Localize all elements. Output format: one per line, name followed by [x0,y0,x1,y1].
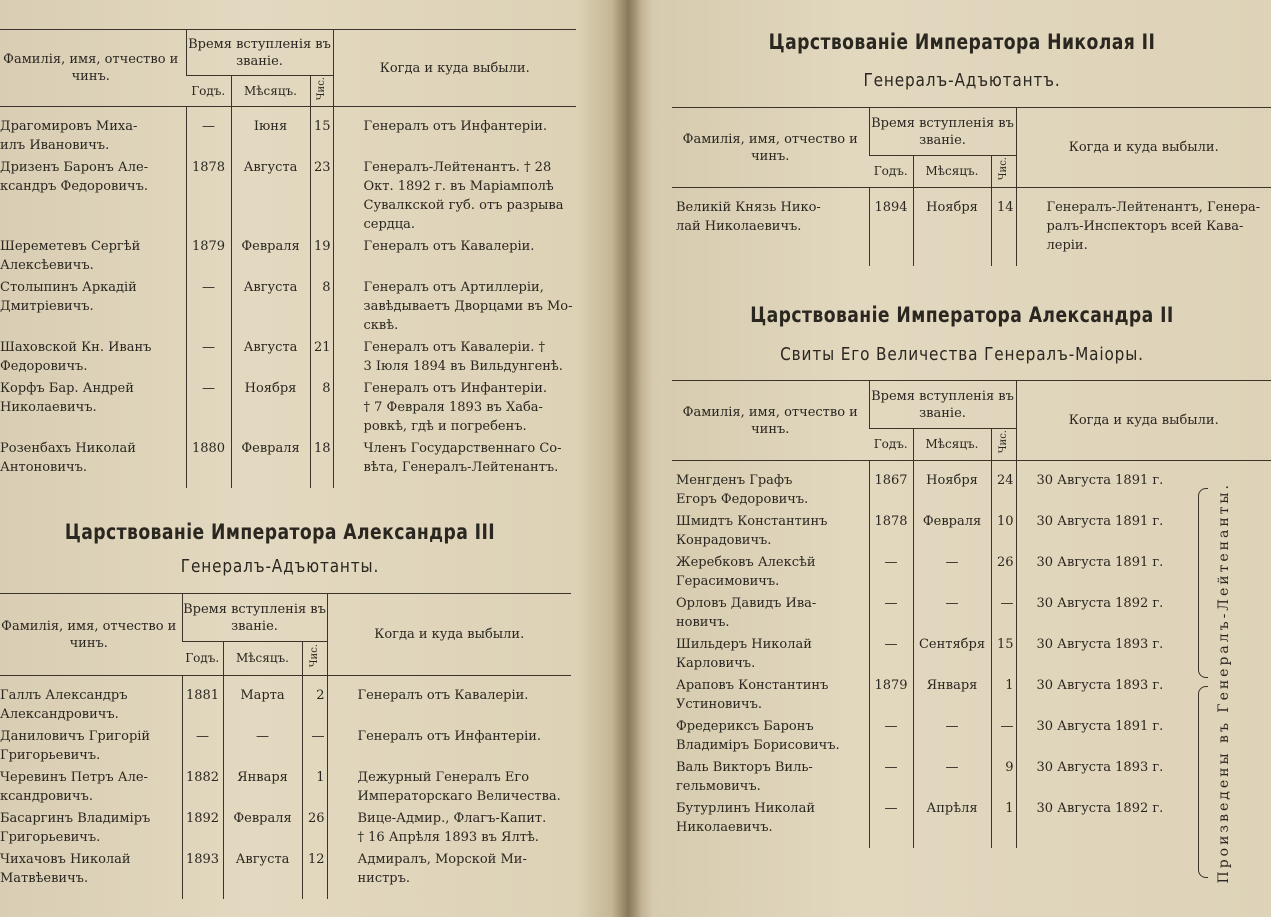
spacer-cell [913,461,991,471]
person-name-line: лай Николаевичъ. [676,218,802,234]
person-name-line: Егоръ Федоровичъ. [676,491,809,507]
table-row [672,512,1271,553]
outcome [333,237,576,278]
entry-day: 1 [991,676,1016,717]
table-row [0,809,571,850]
person-name-line: гельмовичъ. [676,778,761,794]
person-name-line: Даниловичъ Григорій [0,728,151,744]
person-name-line: Бутурлинъ Николай [676,800,815,816]
person-name [0,850,182,891]
entry-year: — [869,758,913,799]
entry-year: 1879 [869,676,913,717]
table-row [0,158,576,237]
spacer-cell [869,461,913,471]
person-name [672,553,869,594]
person-name-line: Валь Викторъ Виль- [676,759,813,775]
entry-month: Марта [223,686,302,727]
entry-day: 12 [302,850,327,891]
header-month: Мѣсяцъ. [223,642,302,676]
person-name-line: Розенбахъ Николай [0,440,136,456]
person-name [0,439,186,480]
entry-year: — [869,594,913,635]
person-name-line: Черевинъ Петръ Але- [0,769,148,785]
entry-year: — [182,727,223,768]
outcome-line: Генералъ отъ Кавалеріи. † [363,339,546,355]
entry-day: 1 [991,799,1016,840]
entry-day: — [302,727,327,768]
entry-day: 8 [310,278,333,338]
person-name [672,758,869,799]
outcome [333,158,576,237]
spacer-row [0,676,571,686]
table-row [0,686,571,727]
outcome [327,727,571,768]
left-table-2 [0,593,571,899]
header-day: Чис. [997,157,1009,181]
table-row [672,553,1271,594]
entry-year: — [186,338,231,379]
entry-month: Сентября [913,635,991,676]
outcome-line: леріи. [1046,237,1088,253]
outcome-line: Генералъ отъ Кавалеріи. [363,238,535,254]
entry-day: 15 [991,635,1016,676]
outcome-line: Адмиралъ, Морской Ми- [357,851,527,867]
spacer-cell [182,676,223,686]
end-cell [182,891,223,899]
outcome-line: Членъ Государственнаго Со- [363,440,562,456]
entry-month: Февраля [913,512,991,553]
entry-day: 24 [991,471,1016,512]
entry-month: — [913,758,991,799]
end-cell [223,891,302,899]
end-cell [869,840,913,848]
header-time: Время вступленія въ званіе. [869,381,1016,429]
end-cell [1016,258,1271,266]
person-name [0,727,182,768]
entry-month: Августа [231,278,310,338]
header-day: Чис. [315,76,327,101]
outcome [333,379,576,439]
entry-year: — [869,717,913,758]
entry-year: 1878 [186,158,231,237]
left-table-1-body [0,107,576,488]
outcome-line: † 7 Февраля 1893 въ Хаба- [363,399,543,415]
person-name-line: Жеребковъ Алексѣй [676,554,816,570]
outcome-line: сердца. [363,216,416,232]
entry-year: 1878 [869,512,913,553]
person-name-line: Николаевичъ. [0,399,97,415]
end-cell [913,258,991,266]
person-name-line: ксандровичъ. [0,788,93,804]
table-row [0,338,576,379]
outcome-line: Генералъ отъ Артиллеріи, [363,279,544,295]
person-name [672,471,869,512]
entry-month: Января [913,676,991,717]
outcome-line: 30 Августа 1893 г. [1036,759,1164,775]
table-row [672,799,1271,840]
spacer-cell [231,107,310,117]
outcome-line: 30 Августа 1892 г. [1036,595,1164,611]
entry-year: — [869,799,913,840]
entry-day: 18 [310,439,333,480]
book-gutter [612,0,642,917]
header-time: Время вступленія въ званіе. [869,108,1016,156]
entry-month: Февраля [231,237,310,278]
entry-day: 23 [310,158,333,237]
entry-month: Августа [223,850,302,891]
entry-year: 1879 [186,237,231,278]
entry-month: Августа [231,338,310,379]
spacer-cell [0,676,182,686]
person-name [672,717,869,758]
page-number-mark [960,0,1010,4]
person-name-line: Великій Князь Нико- [676,199,821,215]
end-cell [991,840,1016,848]
spacer-cell [1016,461,1271,471]
header-name: Фамилія, имя, отчество и чинъ. [672,381,869,461]
outcome [327,768,571,809]
person-name-line: Конрадовичъ. [676,532,772,548]
person-name-line: Карловичъ. [676,655,756,671]
entry-year: — [186,117,231,158]
spacer-cell [186,107,231,117]
outcome [327,809,571,850]
entry-day: 10 [991,512,1016,553]
section-title-alexander-iii: Царствованіе Императора Александра III [64,520,496,544]
entry-month: — [223,727,302,768]
entry-year: — [869,635,913,676]
spacer-cell [869,188,913,198]
table-row [672,198,1271,258]
entry-year: 1882 [182,768,223,809]
table-row [0,379,576,439]
person-name [0,768,182,809]
entry-day: 26 [302,809,327,850]
outcome-line: Генералъ-Лейтенантъ. † 28 [363,159,552,175]
header-outcome: Когда и куда выбыли. [333,30,576,107]
header-year: Годъ. [869,156,913,188]
end-row [672,258,1271,266]
spacer-cell [1016,188,1271,198]
section-subtitle-suite-major-generals: Свиты Его Величества Генералъ-Маіоры. [780,344,1144,365]
entry-month: Февраля [223,809,302,850]
table-row [672,758,1271,799]
left-table-1 [0,29,576,488]
header-time: Время вступленія въ званіе. [186,30,333,76]
entry-day: 15 [310,117,333,158]
person-name-line: новичъ. [676,614,730,630]
outcome-line: 30 Августа 1892 г. [1036,800,1164,816]
entry-month: Ноября [913,198,991,258]
outcome [1016,198,1271,258]
entry-year: — [869,553,913,594]
entry-day: 21 [310,338,333,379]
entry-year: — [186,379,231,439]
person-name [672,676,869,717]
entry-day: 14 [991,198,1016,258]
end-cell [672,840,869,848]
person-name-line: илъ Ивановичъ. [0,137,110,153]
right-table-2-body [672,461,1271,848]
person-name-line: Григорьевичъ. [0,829,101,845]
entry-day: 9 [991,758,1016,799]
outcome [333,439,576,480]
person-name-line: Устиновичъ. [676,696,763,712]
entry-day: — [991,717,1016,758]
group-brace-bottom [1198,686,1208,878]
section-subtitle-adjutant-nicholas: Генералъ-Адъютантъ. [863,70,1061,91]
header-time: Время вступленія въ званіе. [182,594,327,642]
person-name [0,379,186,439]
person-name-line: Орловъ Давидъ Ива- [676,595,817,611]
outcome [327,850,571,891]
entry-year: 1867 [869,471,913,512]
outcome [333,278,576,338]
person-name-line: Николаевичъ. [676,819,773,835]
person-name [672,512,869,553]
end-cell [0,891,182,899]
person-name [672,799,869,840]
table-row [0,439,576,480]
header-year: Годъ. [182,642,223,676]
header-outcome: Когда и куда выбыли. [1016,381,1271,461]
entry-day: 19 [310,237,333,278]
outcome-line: Генералъ отъ Кавалеріи. [357,687,529,703]
right-table-2 [672,380,1271,848]
table-row [0,850,571,891]
person-name-line: Шильдеръ Николай [676,636,812,652]
person-name-line: Шереметевъ Сергѣй [0,238,141,254]
end-cell [327,891,571,899]
entry-day: 2 [302,686,327,727]
outcome-line: Окт. 1892 г. въ Маріамполѣ [363,178,554,194]
outcome-line: 30 Августа 1891 г. [1036,718,1164,734]
outcome-line: завѣдываетъ Дворцами въ Мо- [363,298,573,314]
person-name-line: Дмитріевичъ. [0,298,94,314]
table-row [672,717,1271,758]
header-year: Годъ. [186,76,231,107]
person-name-line: Владиміръ Борисовичъ. [676,737,840,753]
person-name-line: Басаргинъ Владиміръ [0,810,151,826]
header-name: Фамилія, имя, отчество и чинъ. [672,108,869,188]
outcome-line: 30 Августа 1891 г. [1036,513,1164,529]
spacer-cell [672,188,869,198]
outcome-line: 30 Августа 1891 г. [1036,554,1164,570]
entry-month: Ноября [913,471,991,512]
end-row [0,480,576,488]
entry-year: 1893 [182,850,223,891]
outcome-line: Генералъ отъ Инфантеріи. [357,728,542,744]
person-name-line: Фредериксъ Баронъ [676,718,814,734]
header-day: Чис. [997,430,1009,454]
header-name: Фамилія, имя, отчество и чинъ. [0,30,186,107]
entry-year: 1880 [186,439,231,480]
outcome-line: 30 Августа 1891 г. [1036,472,1164,488]
person-name-line: Федоровичъ. [0,358,88,374]
end-cell [869,258,913,266]
end-cell [913,840,991,848]
entry-month: Февраля [231,439,310,480]
side-note-text: Произведены въ Генералъ-Лейтенанты. [1216,482,1232,884]
header-day: Чис. [308,644,320,668]
person-name [0,686,182,727]
end-cell [0,480,186,488]
left-table-2-body [0,676,571,899]
entry-month: Августа [231,158,310,237]
outcome-line: нистръ. [357,870,411,886]
entry-day: 26 [991,553,1016,594]
entry-month: Ноября [231,379,310,439]
header-month: Мѣсяцъ. [913,429,991,461]
table-row [672,635,1271,676]
end-cell [186,480,231,488]
spacer-cell [223,676,302,686]
table-row [0,117,576,158]
entry-year: 1881 [182,686,223,727]
spacer-cell [333,107,576,117]
person-name [0,278,186,338]
person-name-line: Антоновичъ. [0,459,88,475]
outcome-line: Генералъ отъ Инфантеріи. [363,118,548,134]
outcome [333,338,576,379]
person-name [0,809,182,850]
spacer-cell [991,461,1016,471]
person-name-line: Чихачовъ Николай [0,851,131,867]
person-name [0,338,186,379]
person-name-line: Менгденъ Графъ [676,472,793,488]
person-name-line: Александровичъ. [0,706,119,722]
side-note-promoted [1212,482,1236,884]
outcome [327,686,571,727]
outcome-line: † 16 Апрѣля 1893 въ Ялтѣ. [357,829,539,845]
end-cell [310,480,333,488]
person-name [672,198,869,258]
table-row [0,237,576,278]
person-name [0,158,186,237]
entry-year: 1892 [182,809,223,850]
header-year: Годъ. [869,429,913,461]
entry-year: 1894 [869,198,913,258]
entry-month: Апрѣля [913,799,991,840]
end-cell [333,480,576,488]
spacer-cell [302,676,327,686]
outcome-line: Генералъ отъ Инфантеріи. [363,380,548,396]
outcome-line: Вице-Адмир., Флагъ-Капит. [357,810,547,826]
right-table-1 [672,107,1271,266]
end-cell [672,258,869,266]
spacer-cell [327,676,571,686]
spacer-cell [991,188,1016,198]
spacer-row [672,461,1271,471]
end-cell [302,891,327,899]
person-name-line: Григорьевичъ. [0,747,101,763]
person-name-line: ксандръ Федоровичъ. [0,178,148,194]
table-row [0,727,571,768]
spacer-cell [310,107,333,117]
person-name-line: Корфъ Бар. Андрей [0,380,134,396]
outcome-line: сквѣ. [363,317,399,333]
section-title-nicholas-ii: Царствованіе Императора Николая II [768,30,1156,54]
person-name-line: Матвѣевичъ. [0,870,89,886]
header-name: Фамилія, имя, отчество и чинъ. [0,594,182,676]
person-name [672,594,869,635]
group-brace-top [1198,488,1208,678]
spacer-cell [0,107,186,117]
entry-month: — [913,594,991,635]
outcome-line: ровкѣ, гдѣ и погребенъ. [363,418,527,434]
person-name-line: Араповъ Константинъ [676,677,829,693]
person-name-line: Герасимовичъ. [676,573,780,589]
outcome-line: 30 Августа 1893 г. [1036,677,1164,693]
header-outcome: Когда и куда выбыли. [327,594,571,676]
person-name-line: Шаховской Кн. Иванъ [0,339,152,355]
section-title-alexander-ii: Царствованіе Императора Александра II [750,303,1174,327]
entry-year: — [186,278,231,338]
entry-day: — [991,594,1016,635]
outcome [333,117,576,158]
person-name-line: Алексѣевичъ. [0,257,94,273]
spacer-cell [672,461,869,471]
person-name-line: Шмидтъ Константинъ [676,513,828,529]
right-table-1-body [672,188,1271,266]
spacer-row [0,107,576,117]
person-name-line: Столыпинъ Аркадій [0,279,137,295]
entry-month: Іюня [231,117,310,158]
entry-month: — [913,553,991,594]
end-cell [231,480,310,488]
person-name-line: Драгомировъ Миха- [0,118,138,134]
spacer-row [672,188,1271,198]
person-name [672,635,869,676]
table-row [0,768,571,809]
outcome-line: Дежурный Генералъ Его [357,769,530,785]
entry-day: 1 [302,768,327,809]
entry-month: Января [223,768,302,809]
end-row [672,840,1271,848]
table-row [672,676,1271,717]
outcome-line: вѣта, Генералъ-Лейтенантъ. [363,459,559,475]
person-name [0,117,186,158]
outcome-line: 3 Іюля 1894 въ Вильдунгенѣ. [363,358,563,374]
entry-day: 8 [310,379,333,439]
outcome-line: 30 Августа 1893 г. [1036,636,1164,652]
person-name-line: Дризенъ Баронъ Але- [0,159,149,175]
entry-month: — [913,717,991,758]
header-month: Мѣсяцъ. [913,156,991,188]
outcome-line: Сувалкской губ. отъ разрыва [363,197,564,213]
table-row [0,278,576,338]
person-name-line: Галлъ Александръ [0,687,128,703]
outcome-line: ралъ-Инспекторъ всей Кава- [1046,218,1244,234]
outcome-line: Генералъ-Лейтенантъ, Генера- [1046,199,1261,215]
section-subtitle-adjutants-iii: Генералъ-Адъютанты. [180,556,380,577]
end-cell [991,258,1016,266]
spacer-cell [913,188,991,198]
table-row [672,471,1271,512]
person-name [0,237,186,278]
end-row [0,891,571,899]
header-outcome: Когда и куда выбыли. [1016,108,1271,188]
outcome-line: Императорскаго Величества. [357,788,561,804]
table-row [672,594,1271,635]
header-month: Мѣсяцъ. [231,76,310,107]
